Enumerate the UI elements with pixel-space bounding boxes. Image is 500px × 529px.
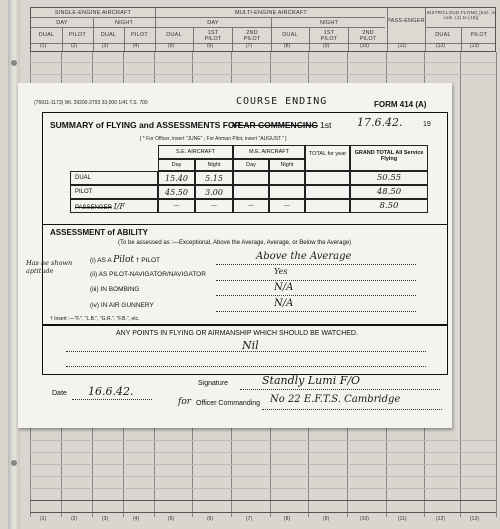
dual-total-year bbox=[305, 171, 350, 185]
date-value-handwritten: 16.6.42. bbox=[88, 385, 134, 398]
col-number: (3) bbox=[102, 516, 109, 522]
pilot-me-night bbox=[269, 185, 305, 199]
assessment-bombing-label: (iii) IN BOMBING bbox=[90, 286, 140, 293]
bombing-assessment-value: N/A bbox=[274, 282, 294, 293]
col-number: (7) bbox=[246, 43, 253, 49]
signature-handwritten: Standly Lumi F/O bbox=[262, 374, 361, 387]
dual-se-day: 15.40 bbox=[158, 171, 195, 185]
col-label: 2ND PILOT bbox=[243, 30, 261, 42]
assessment-pilot-label: (i) AS A Pilot † PILOT bbox=[90, 255, 161, 265]
watch-title: ANY POINTS IN FLYING OR AIRMANSHIP WHICH SHOULD BE WATCHED. bbox=[116, 330, 358, 337]
unit-handwritten: No 22 E.F.T.S. Cambridge bbox=[270, 394, 401, 405]
group-single-engine: SINGLE-ENGINE AIRCRAFT bbox=[54, 10, 132, 16]
col-number: (12) bbox=[436, 43, 445, 49]
passenger-total-year bbox=[305, 199, 350, 213]
col-number: (8) bbox=[284, 43, 291, 49]
summary-date-handwritten: 17.6.42. bbox=[357, 116, 403, 129]
dual-grand-total: 50.55 bbox=[350, 171, 428, 185]
col-number: (6) bbox=[207, 43, 214, 49]
summary-title-struck: YEAR COMMENCING bbox=[232, 120, 318, 130]
pilot-type-handwritten: Pilot bbox=[113, 255, 134, 265]
sub-day: DAY bbox=[56, 20, 68, 26]
col-number: (5) bbox=[168, 43, 175, 49]
watch-value-handwritten: Nil bbox=[242, 339, 259, 352]
sub-day: DAY bbox=[207, 20, 219, 26]
logbook-header bbox=[30, 7, 496, 52]
col-label: 1ST PILOT bbox=[320, 30, 338, 42]
group-passenger: PASS-ENGER bbox=[387, 18, 425, 24]
officer-commanding-label: Officer Commanding bbox=[196, 400, 261, 407]
grand-total-header: GRAND TOTAL All Service Flying bbox=[350, 145, 428, 171]
summary-note: [ * For Officer, insert "JUNE" ; For Airman Pilot, insert "AUGUST." ] bbox=[140, 136, 287, 142]
group-instrument: INSTR/CLOUD FLYING [Incl. in cols. (1) to (10)] bbox=[426, 10, 496, 20]
col-number: (6) bbox=[207, 516, 214, 522]
assessment-navigator-label: (ii) AS PILOT-NAVIGATOR/NAVIGATOR bbox=[90, 271, 206, 278]
col-number: (4) bbox=[133, 43, 140, 49]
dual-se-night: 5.15 bbox=[195, 171, 233, 185]
sub-night: NIGHT bbox=[319, 20, 339, 26]
col-label: 1ST PILOT bbox=[204, 30, 222, 42]
me-aircraft-header: M.E. AIRCRAFT bbox=[233, 145, 305, 159]
assessment-footnote: † Insert :—"F.", "L.B.", "G.R.", "F.B.", etc. bbox=[50, 316, 140, 322]
col-label: PILOT bbox=[69, 32, 86, 38]
se-day-header: Day bbox=[158, 159, 195, 171]
se-night-header: Night bbox=[195, 159, 233, 171]
year-prefix: 19 bbox=[423, 121, 431, 128]
form-number: FORM 414 (A) bbox=[374, 100, 427, 109]
print-reference: (76911-1173) Wt. 39200-2793 33,000 1/41 T.S. 700 bbox=[34, 100, 148, 106]
me-day-header: Day bbox=[233, 159, 269, 171]
col-number: (3) bbox=[102, 43, 109, 49]
passenger-me-night: — bbox=[269, 199, 305, 213]
navigator-assessment-value: Yes bbox=[274, 267, 288, 276]
col-number: (9) bbox=[323, 516, 330, 522]
passenger-se-day: — bbox=[158, 199, 195, 213]
dual-me-night bbox=[269, 171, 305, 185]
dual-me-day bbox=[233, 171, 269, 185]
gunnery-assessment-value: N/A bbox=[274, 298, 294, 309]
me-night-header: Night bbox=[269, 159, 305, 171]
col-label: PILOT bbox=[470, 32, 488, 38]
row-label-passenger bbox=[70, 199, 158, 213]
col-label: PILOT bbox=[131, 32, 148, 38]
assessment-title: ASSESSMENT of ABILITY bbox=[50, 228, 148, 237]
col-number: (5) bbox=[168, 516, 175, 522]
col-number: (13) bbox=[470, 516, 479, 522]
binding-hole bbox=[11, 60, 17, 66]
pilot-se-night: 3.00 bbox=[195, 185, 233, 199]
assessment-gunnery-label: (iv) IN AIR GUNNERY bbox=[90, 302, 154, 309]
col-number: (11) bbox=[398, 516, 407, 522]
row-label-dual: DUAL bbox=[70, 171, 158, 185]
col-number: (8) bbox=[284, 516, 291, 522]
summary-title-first: 1st bbox=[320, 120, 332, 130]
pilot-me-day bbox=[233, 185, 269, 199]
col-number: (10) bbox=[360, 43, 369, 49]
binding-hole bbox=[11, 460, 17, 466]
passenger-grand-total: 8.50 bbox=[350, 199, 428, 213]
col-number: (1) bbox=[40, 516, 47, 522]
col-number: (2) bbox=[71, 43, 78, 49]
passenger-se-night: — bbox=[195, 199, 233, 213]
col-label: DUAL bbox=[435, 32, 451, 38]
pilot-total-year bbox=[305, 185, 350, 199]
col-label: 2ND PILOT bbox=[359, 30, 377, 42]
instrument-flying-handwritten: I/F bbox=[113, 202, 125, 211]
date-label: Date bbox=[52, 390, 67, 397]
pilot-se-day: 45.50 bbox=[158, 185, 195, 199]
col-number: (9) bbox=[323, 43, 330, 49]
col-number: (4) bbox=[133, 516, 140, 522]
col-number: (2) bbox=[71, 516, 78, 522]
margin-note-handwritten: Has he shown aptitude bbox=[26, 259, 73, 275]
passenger-me-day: — bbox=[233, 199, 269, 213]
form-414a-card bbox=[18, 83, 452, 428]
sub-night: NIGHT bbox=[114, 20, 134, 26]
se-aircraft-header: S.E. AIRCRAFT bbox=[158, 145, 233, 159]
row-label-pilot: PILOT bbox=[70, 185, 158, 199]
signature-label: Signature bbox=[198, 380, 228, 387]
group-multi-engine: MULTI-ENGINE AIRCRAFT bbox=[235, 10, 307, 16]
col-number: (11) bbox=[398, 43, 407, 49]
col-number: (7) bbox=[246, 516, 253, 522]
assessment-instruction: (To be assessed as :—Exceptional, Above the Average, Average, or Below the Average) bbox=[118, 240, 352, 246]
col-label: DUAL bbox=[282, 32, 298, 38]
passenger-label-struck: PASSENGER bbox=[75, 205, 112, 211]
col-label: DUAL bbox=[166, 32, 182, 38]
col-number: (10) bbox=[360, 516, 369, 522]
col-number: (1) bbox=[40, 43, 47, 49]
pilot-grand-total: 48.50 bbox=[350, 185, 428, 199]
pilot-assessment-value: Above the Average bbox=[256, 251, 352, 262]
col-number: (12) bbox=[436, 516, 445, 522]
total-year-header: TOTAL for year bbox=[305, 145, 350, 171]
col-label: DUAL bbox=[100, 32, 117, 38]
course-ending-handwritten: COURSE ENDING bbox=[236, 96, 328, 107]
col-number: (13) bbox=[470, 43, 479, 49]
for-handwritten: for bbox=[178, 397, 192, 407]
summary-title: SUMMARY of FLYING and ASSESSMENTS FOR bbox=[50, 120, 241, 130]
col-label: DUAL bbox=[38, 32, 55, 38]
